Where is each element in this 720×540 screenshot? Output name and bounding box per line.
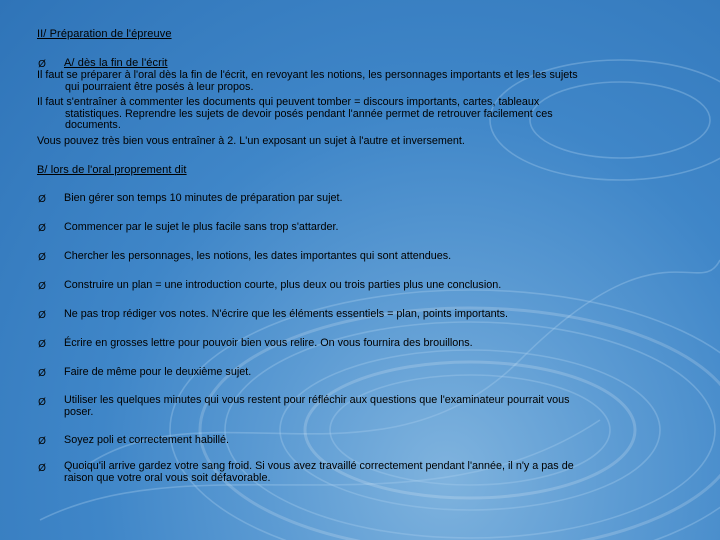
arrow-bullet-icon: Ø [38, 252, 46, 263]
part-a-paragraph-2 [37, 97, 697, 132]
arrow-bullet-icon: Ø [38, 281, 46, 292]
list-item: Faire de même pour le deuxième sujet. [64, 366, 252, 378]
list-item: Ne pas trop rédiger vos notes. N'écrire que les éléments essentiels = plan, points importants. [64, 308, 509, 320]
part-a-paragraph-1 [37, 70, 697, 93]
arrow-bullet-icon: Ø [38, 397, 46, 408]
list-item [64, 395, 704, 418]
text-line: raison que votre oral vous soit défavorable. [64, 471, 271, 484]
text-line: Il faut s'entraîner à commenter les documents qui peuvent tomber = discours importants, cartes, tableaux [37, 96, 540, 108]
arrow-bullet-icon: Ø [38, 59, 46, 70]
list-item [64, 461, 704, 484]
section-title: II/ Préparation de l'épreuve [37, 28, 172, 40]
text-line: Il faut se préparer à l'oral dès la fin de l'écrit, en revoyant les notions, les personnages importants et les les sujets [37, 69, 578, 81]
part-a-paragraph-3: Vous pouvez très bien vous entraîner à 2. L'un exposant un sujet à l'autre et inversement. [37, 135, 465, 147]
text-line: documents. [65, 119, 121, 131]
text-line: poser. [64, 405, 94, 418]
arrow-bullet-icon: Ø [38, 194, 46, 205]
part-b-title: B/ lors de l'oral proprement dit [37, 164, 187, 176]
list-item: Écrire en grosses lettre pour pouvoir bien vous relire. On vous fournira des brouillons. [64, 337, 473, 349]
list-item: Commencer par le sujet le plus facile sans trop s'attarder. [64, 221, 339, 233]
list-item: Bien gérer son temps 10 minutes de préparation par sujet. [64, 192, 343, 204]
text-line: Quoiqu'il arrive gardez votre sang froid. Si vous avez travaillé correctement pendant l'année, il n'y a pas de [64, 460, 574, 472]
arrow-bullet-icon: Ø [38, 436, 46, 447]
list-item: Construire un plan = une introduction courte, plus deux ou trois parties plus une conclusion. [64, 279, 502, 291]
text-line: statistiques. Reprendre les sujets de devoir posés pendant l'année permet de retrouver facilement ces [65, 107, 553, 120]
arrow-bullet-icon: Ø [38, 223, 46, 234]
text-line: Utiliser les quelques minutes qui vous restent pour réfléchir aux questions que l'examinateur pourrait vous [64, 394, 570, 406]
list-item: Chercher les personnages, les notions, les dates importantes qui sont attendues. [64, 250, 452, 262]
list-item: Soyez poli et correctement habillé. [64, 434, 230, 446]
arrow-bullet-icon: Ø [38, 310, 46, 321]
arrow-bullet-icon: Ø [38, 368, 46, 379]
arrow-bullet-icon: Ø [38, 463, 46, 474]
arrow-bullet-icon: Ø [38, 339, 46, 350]
text-line: qui pourraient être posés à leur propos. [65, 80, 254, 93]
part-a-title: A/ dès la fin de l'écrit [64, 57, 168, 69]
